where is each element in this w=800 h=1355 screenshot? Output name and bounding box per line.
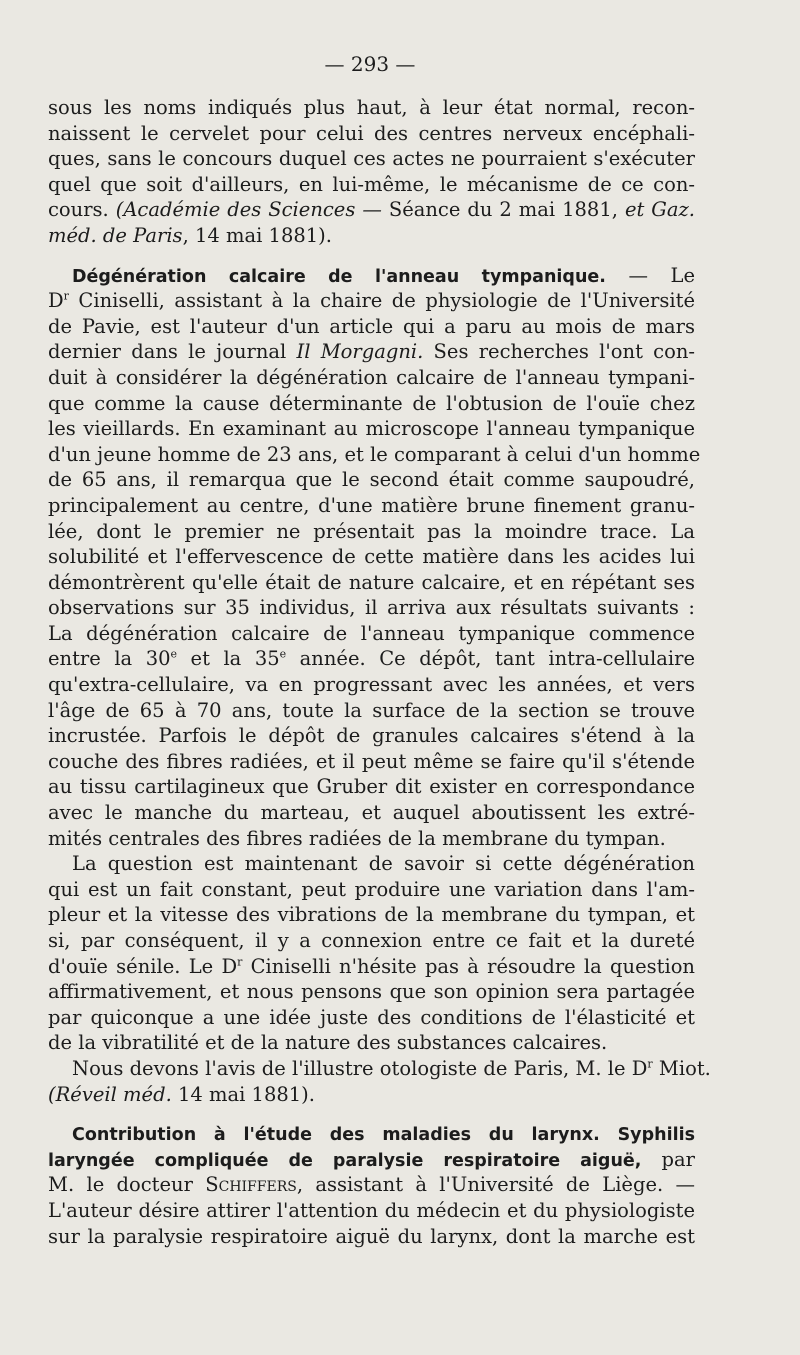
- text-span: Nous devons l'avis de l'illustre otologiste de Paris, M. le D: [72, 1056, 648, 1080]
- text-span: d'ouïe sénile. Le D: [48, 954, 238, 978]
- text-span: 14 mai 1881).: [171, 1082, 315, 1106]
- text-line: ques, sans le concours duquel ces actes ne pourraient s'exécuter: [48, 147, 695, 171]
- page-number: — 293 —: [324, 52, 416, 76]
- superscript: r: [237, 955, 243, 969]
- text-line: [48, 1121, 695, 1147]
- citation-journal: et Gaz.: [624, 198, 695, 222]
- text-line: [48, 646, 695, 672]
- text-span: , assistant à l'Université de Liège. —: [296, 1173, 695, 1197]
- superscript: r: [647, 1057, 653, 1071]
- text-line: au tissu cartilagineux que Gruber dit exister en correspondance: [48, 775, 695, 799]
- text-line: mités centrales des fibres radiées de la membrane du tympan.: [48, 826, 666, 850]
- text-line: [48, 954, 695, 980]
- text-line: La question est maintenant de savoir si cette dégénération: [72, 852, 695, 876]
- text-line: La dégénération calcaire de l'anneau tympanique commence: [48, 621, 695, 645]
- text-span: Miot.: [652, 1056, 711, 1080]
- text-line: affirmativement, et nous pensons que son opinion sera partagée: [48, 980, 695, 1004]
- text-line: quel que soit d'ailleurs, en lui-même, le mécanisme de ce con-: [48, 172, 695, 196]
- text-line: [48, 288, 695, 314]
- text-span: année. Ce dépôt, tant intra-cellulaire: [286, 647, 695, 671]
- text-line: naissent le cervelet pour celui des centres nerveux encéphali-: [48, 121, 695, 145]
- text-line: [48, 1056, 711, 1082]
- superscript: r: [63, 289, 69, 303]
- text-line: l'âge de 65 à 70 ans, toute la surface de la section se trouve: [48, 698, 695, 722]
- text-line: d'un jeune homme de 23 ans, et le comparant à celui d'un homme: [48, 442, 701, 466]
- text-span: Ciniselli, assistant à la chaire de physiologie de l'Université: [68, 289, 695, 313]
- text-line: sur la paralysie respiratoire aiguë du larynx, dont la marche est: [48, 1224, 695, 1248]
- text-line: [48, 339, 695, 365]
- text-line: [48, 1082, 695, 1108]
- author-name: Schiffers: [205, 1173, 297, 1197]
- text-span: dernier dans le journal: [48, 340, 297, 364]
- page-text: [48, 95, 711, 1249]
- text-span: D: [48, 289, 64, 313]
- journal-title: Il Morgagni.: [296, 340, 424, 364]
- text-span: cours.: [48, 198, 116, 222]
- text-line: principalement au centre, d'une matière brune finement granu-: [48, 493, 695, 517]
- citation-journal: (Réveil méd.: [48, 1082, 172, 1106]
- text-span: Ses recherches l'ont con-: [423, 340, 695, 364]
- text-line: [48, 197, 695, 223]
- section-heading: laryngée compliquée de paralysie respiratoire aiguë,: [48, 1150, 642, 1171]
- section-heading: Dégénération calcaire de l'anneau tympanique.: [72, 266, 606, 287]
- text-line: couche des fibres radiées, et il peut même se faire qu'il s'étende: [48, 749, 695, 773]
- text-span: M. le docteur: [48, 1173, 206, 1197]
- text-span: Ciniselli n'hésite pas à résoudre la question: [242, 954, 695, 978]
- text-line: [48, 263, 695, 289]
- superscript: e: [279, 647, 287, 661]
- text-span: , 14 mai 1881).: [182, 223, 332, 247]
- citation-journal: méd. de Paris: [48, 223, 183, 247]
- superscript: e: [170, 647, 178, 661]
- text-line: de 65 ans, il remarqua que le second était comme saupoudré,: [48, 468, 695, 492]
- text-line: [48, 1147, 695, 1173]
- text-line: que comme la cause déterminante de l'obtusion de l'ouïe chez: [48, 391, 695, 415]
- text-line: [48, 1172, 695, 1198]
- text-line: avec le manche du marteau, et auquel aboutissent les extré-: [48, 801, 695, 825]
- text-span: par: [641, 1147, 695, 1171]
- text-line: lée, dont le premier ne présentait pas la moindre trace. La: [48, 519, 695, 543]
- text-span: entre la 30: [48, 647, 171, 671]
- text-line: si, par conséquent, il y a connexion entre ce fait et la dureté: [48, 929, 695, 952]
- text-line: solubilité et l'effervescence de cette matière dans les acides lui: [48, 545, 695, 569]
- text-line: pleur et la vitesse des vibrations de la membrane du tympan, et: [48, 903, 695, 927]
- text-line: sous les noms indiqués plus haut, à leur état normal, recon-: [48, 96, 695, 119]
- text-line: par quiconque a une idée juste des conditions de l'élasticité et: [48, 1005, 695, 1029]
- text-line: L'auteur désire attirer l'attention du médecin et du physiologiste: [48, 1198, 695, 1222]
- text-span: et la 35: [177, 647, 280, 671]
- text-line: incrustée. Parfois le dépôt de granules calcaires s'étend à la: [48, 724, 695, 748]
- text-line: observations sur 35 individus, il arriva aux résultats suivants :: [48, 596, 695, 620]
- text-line: démontrèrent qu'elle était de nature calcaire, et en répétant ses: [48, 570, 695, 594]
- text-line: de Pavie, est l'auteur d'un article qui a paru au mois de mars: [48, 314, 695, 338]
- text-line: duit à considérer la dégénération calcaire de l'anneau tympani-: [48, 365, 695, 389]
- text-line: les vieillards. En examinant au microscope l'anneau tympanique: [48, 417, 695, 441]
- citation-journal: (Académie des Sciences —: [115, 198, 382, 222]
- text-span: Séance du 2 mai 1881,: [381, 198, 625, 222]
- section-heading: Contribution à l'étude des maladies du larynx. Syphilis: [72, 1125, 695, 1146]
- text-line: qui est un fait constant, peut produire une variation dans l'am-: [48, 877, 695, 901]
- text-line: [48, 223, 695, 249]
- text-line: qu'extra-cellulaire, va en progressant avec les années, et vers: [48, 673, 695, 697]
- text-line: de la vibratilité et de la nature des substances calcaires.: [48, 1031, 608, 1055]
- text-span: — Le: [605, 263, 695, 287]
